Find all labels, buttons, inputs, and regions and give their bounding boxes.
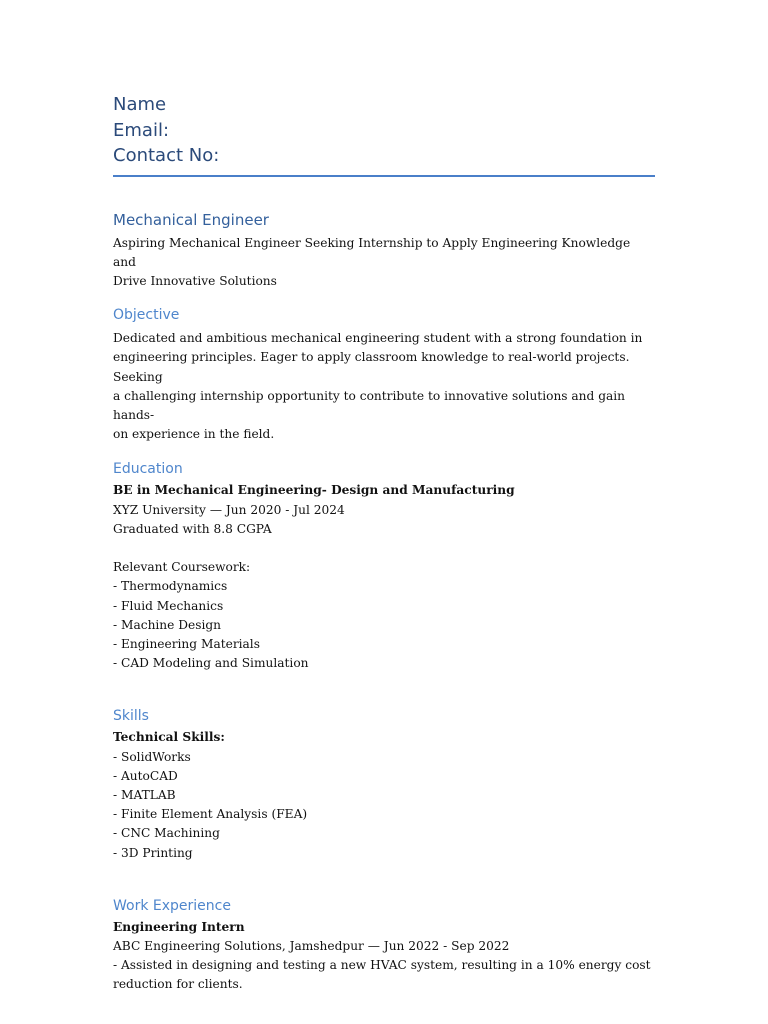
list-item: - AutoCAD xyxy=(113,768,178,783)
objective-line: engineering principles. Eager to apply classroom knowledge to real-world projects. Seeking xyxy=(113,350,630,384)
list-item: - MATLAB xyxy=(113,787,176,802)
education-block xyxy=(113,481,655,673)
header-divider xyxy=(113,175,655,177)
university-line: XYZ University — Jun 2020 - Jul 2024 xyxy=(113,502,345,517)
resume-page xyxy=(113,92,655,995)
experience-bullet: - Assisted in designing and testing a new HVAC system, resulting in a 10% energy cost xyxy=(113,958,651,973)
experience-block xyxy=(113,918,655,995)
experience-bullet-continued: reduction for clients. xyxy=(113,977,243,992)
tagline-line: Drive Innovative Solutions xyxy=(113,273,277,288)
tagline-line: Aspiring Mechanical Engineer Seeking Internship to Apply Engineering Knowledge and xyxy=(113,235,631,269)
education-heading: Education xyxy=(113,461,183,478)
list-item: - Thermodynamics xyxy=(113,579,228,594)
list-item: - CNC Machining xyxy=(113,826,220,841)
list-item: - CAD Modeling and Simulation xyxy=(113,656,309,671)
coursework-list xyxy=(113,577,655,673)
list-item: - Engineering Materials xyxy=(113,636,260,651)
spacer xyxy=(113,539,655,558)
objective-line: on experience in the field. xyxy=(113,427,275,442)
coursework-label: Relevant Coursework: xyxy=(113,560,251,575)
role-tagline xyxy=(113,234,655,292)
degree-title: BE in Mechanical Engineering- Design and Manufacturing xyxy=(113,483,515,498)
job-title: Engineering Intern xyxy=(113,919,245,934)
experience-heading: Work Experience xyxy=(113,897,231,914)
list-item: - Machine Design xyxy=(113,617,222,632)
list-item: - 3D Printing xyxy=(113,845,193,860)
company-line: ABC Engineering Solutions, Jamshedpur — Jun 2022 - Sep 2022 xyxy=(113,938,510,953)
contact-line: Contact No: xyxy=(113,145,220,166)
objective-line: Dedicated and ambitious mechanical engineering student with a strong foundation in xyxy=(113,331,643,346)
name-line: Name xyxy=(113,94,167,115)
objective-heading: Objective xyxy=(113,307,180,324)
contact-header xyxy=(113,92,655,169)
skills-heading: Skills xyxy=(113,708,149,725)
objective-text xyxy=(113,329,655,444)
skills-list xyxy=(113,748,655,863)
email-line: Email: xyxy=(113,119,170,141)
role-title: Mechanical Engineer xyxy=(113,210,269,229)
list-item: - Fluid Mechanics xyxy=(113,598,224,613)
objective-line: a challenging internship opportunity to contribute to innovative solutions and gain hands- xyxy=(113,388,626,422)
grade-line: Graduated with 8.8 CGPA xyxy=(113,521,272,536)
skills-block xyxy=(113,728,655,862)
list-item: - Finite Element Analysis (FEA) xyxy=(113,807,308,822)
technical-skills-label: Technical Skills: xyxy=(113,730,225,745)
list-item: - SolidWorks xyxy=(113,749,191,764)
